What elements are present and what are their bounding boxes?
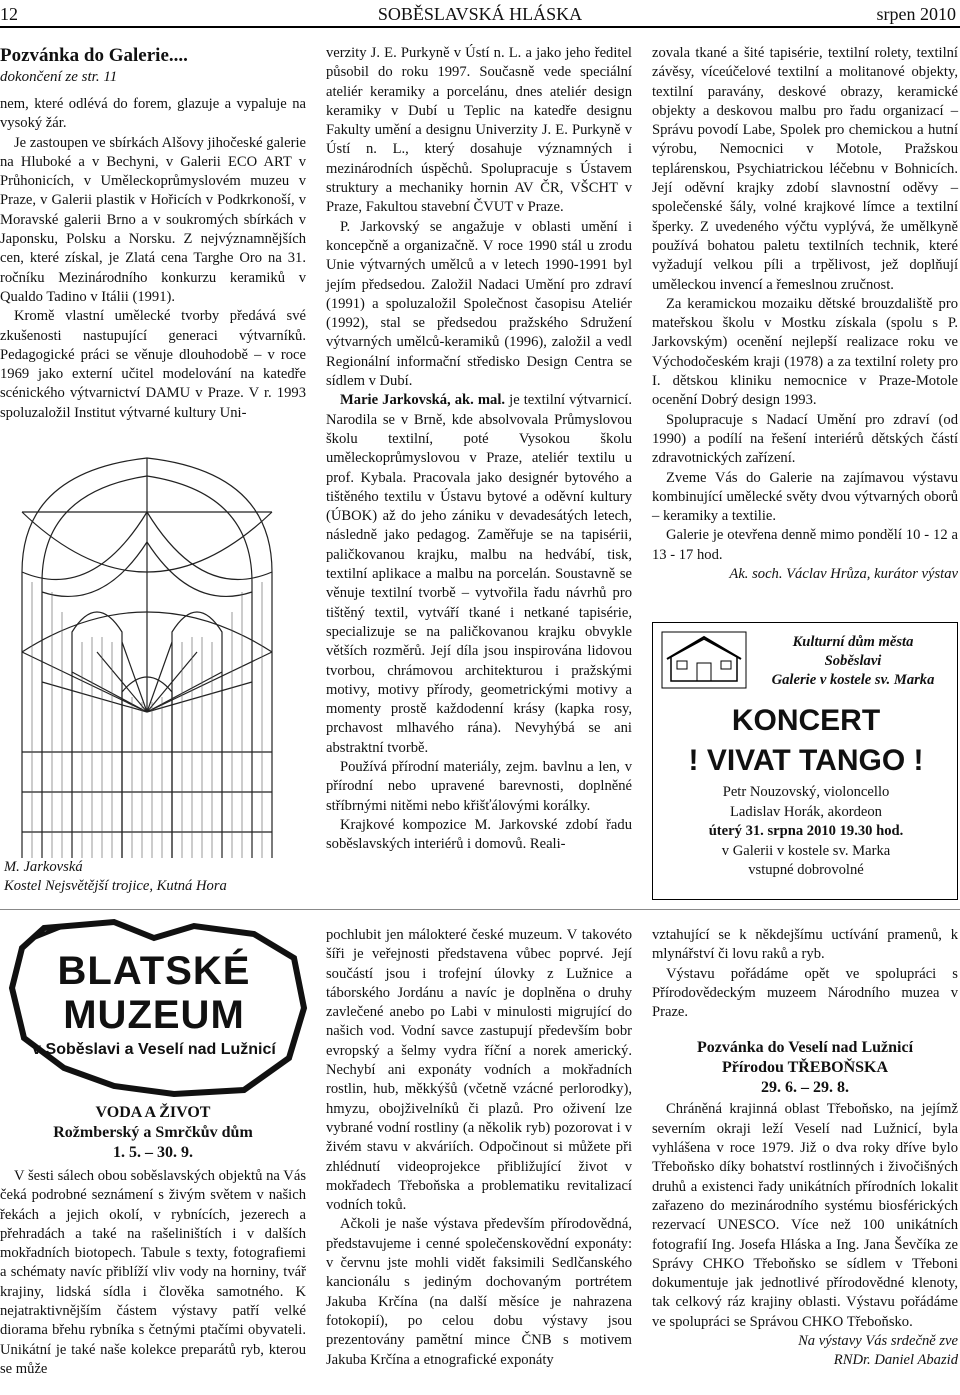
- caption-title: Kostel Nejsvětější trojice, Kutná Hora: [4, 878, 227, 894]
- exhibition-title: VODA A ŽIVOT: [95, 1104, 211, 1121]
- blatske-muzeum-logo: [4, 918, 310, 1098]
- signature-line-2: RNDr. Daniel Abazid: [833, 1352, 958, 1369]
- paragraph: zovala tkané a šité tapisérie, textilní rolety, textilní závěsy, víceúčelové textilní a molitanové objekty, textilní paravány, deskové obrazy, keramické objekty a deskovou malbu pro řadu organizací – Správu povodí Labe, Spolek pro chemickou a hutní výrobu, Nemocnici v Motole, Pražskou teplárenskou, Psychiatrickou léčebnu v Bohnicích. Její oděvní krajky zdobí slavnostní oděvy – společenské šály, volné krajkové límce a textilní šperky. Z uvedeného výčtu vyplývá, že umělkyně používá bohatou paletu textilních technik, které vyžadují velkou píli a trpělivost, jež doplňují uměleckou invencí a řemeslnou zručnost.: [652, 45, 958, 293]
- signature-line-1: Na výstavy Vás srdečně zve: [798, 1333, 958, 1350]
- invitation-title: Pozvánka do Veselí nad Lužnicí: [696, 1039, 914, 1057]
- concert-details: Petr Nouzovský, violoncello Ladislav Horák, akordeon úterý 31. srpna 2010 19.30 hod. v Galerii v kostele sv. Marka vstupné dobrovolné: [653, 783, 959, 881]
- drawing-caption: [4, 858, 304, 896]
- invitation-subtitle: Přírodou TŘEBOŇSKA: [721, 1059, 889, 1077]
- concert-heading: KONCERT: [731, 704, 881, 737]
- logo-line-1: BLATSKÉ: [57, 949, 251, 993]
- issue-date: srpen 2010: [876, 4, 956, 24]
- concert-title: ! VIVAT TANGO !: [688, 744, 924, 777]
- paragraph: Chráněná krajinná oblast Třeboňsko, na jejímž severním okraji leží Veselí nad Lužnicí, byla vyhlášena v roce 1979. Již o dva roky dříve bylo Třeboňsko díky bohatství rostlinných i živočišných druhů a existenci řady unikátních přírodních lokalit zařazeno do mezinárodního systému biosférických rezervací UNESCO. Více než 100 unikátních fotografií Ing. Josefa Hláska a Ing. Jana Ševčíka ze Správy CHKO Třeboňsko se sídlem v Třeboni dokumentuje jak jednotlivé přírodovědné klenoty, tak celkový ráz krajiny oblasti. Výstavu pořádáme ve spolupráci se Správou CHKO Třeboňsko.: [652, 1101, 958, 1330]
- exhibition-venue: Rožmberský a Smrčkův dům: [53, 1124, 253, 1141]
- lace-church-drawing: [2, 452, 292, 858]
- column-1-lower: [0, 1103, 306, 1379]
- paragraph: P. Jarkovský se angažuje v oblasti umění i koncepčně a organizačně. V roce 1990 stál u zrodu Unie výtvarných umělců a v letech 1990-1991 byl jejím předsedou. Založil Nadaci Umění pro zdraví (1991) a spoluzaložil Společnost časopisu Ateliér (1992), stal se předsedou pražského Sdružení výtvarných umělců-keramiků (1996), založil a vedl Regionální informační středisko Design Centra se sídlem v Dubí.: [326, 218, 632, 390]
- paragraph: Zveme Vás do Galerie na zajímavou výstavu kombinující umělecké světy dvou výtvarných oborů – keramiky a textilie.: [652, 469, 958, 525]
- logo-line-3: v Soběslavi a Veselí nad Lužnicí: [32, 1041, 276, 1058]
- paragraph: pochlubit jen málokteré české muzeum. V takovéto šíři je veřejnosti představena vůbec poprvé. Její součástí jsou i trofejní úlovky z Lužnice a táborského Jordánu a navíc je doplněna o druhy zavlečené anebo po Labi v minulosti migrující do našich vod. Vodní savce zastupují především bobr evropský a šelmy vydra říční a norek americký. Nechybí ani exponáty vodních a mokřadních rostlin, hub, měkkýšů (včetně vzácné perlorodky), hmyzu, obojživelníků či plazů. Pro oživení lze vybrané vodní rostliny (a několik ryb) pozorovat i v živém stavu v akváriích. Odpočinout si můžete při zhlédnutí videoprojekce přibližující život v mokřadech Třeboňska a problematiku revitalizací vodních toků.: [326, 927, 632, 1214]
- signature: Ak. soch. Václav Hrůza, kurátor výstav: [729, 566, 958, 583]
- paragraph: Spolupracuje s Nadací Umění pro zdraví (od 1990) a podílí na řešení interiérů dětských částí zdravotnických zařízení.: [652, 411, 958, 467]
- article-title: Pozvánka do Galerie....: [0, 45, 188, 66]
- paragraph: Používá přírodní materiály, zejm. bavlnu a len, v přírodní nebo upravené barevnosti, doplněné stříbrnými nitěmi nebo křišťálovými korálky.: [326, 758, 632, 814]
- exhibition-dates: 1. 5. – 30. 9.: [113, 1144, 193, 1161]
- paragraph: Krajkové kompozice M. Jarkovské zdobí řadu soběslavských interiérů i domovů. Reali-: [326, 816, 632, 853]
- paragraph: Je zastoupen ve sbírkách Alšovy jihočeské galerie na Hluboké a v Bechyni, v Galerii ECO ART v Průhonicích, v Uměleckoprůmyslovém muzeu v Praze, v Galerii plastik v Hořicích v Podkrkonoší, v Moravské galerii Brno a v soukromých sbírkách v Japonsku, Polsku a Norsku. Z nejvýznamnějších cen, které získal, je Zlatá cena Targhe Oro na 31. ročníku Mezinárodního konkurzu keramiků v Qualdo Tadino v Itálii (1991).: [0, 134, 306, 305]
- paragraph: Za keramickou mozaiku dětské brouzdaliště pro mateřskou školu v Mostku získala (spolu s P. Jarkovským) ocenění nejlepší realizace roku ve Východočeském kraji (1978) a za textilní rolety pro I. dětskou kliniku nemocnice v Praze-Motole ocenění Dobrý design 1993.: [652, 295, 958, 409]
- logo-line-2: MUZEUM: [63, 993, 245, 1037]
- paragraph: V šesti sálech obou soběslavských objektů na Vás čeká podrobné seznámení s živým světem v našich řekách a jejich okolí, v rybnících, jezerech a přehradách a také na rašeliništích i v dalších mokřadních biotopech. Tabule s texty, fotografiemi a schématy navíc přiblíží vliv vody na horniny, tvář krajiny, lidská sídla i člověka samotného. K nejatraktivnějším částem výstavy patří velké diorama břehu rybníka s četnými ptačími obyvateli. Unikátní je také naše kolekce preparátů ryb, kterou se může: [0, 1168, 306, 1377]
- column-2-upper: [326, 44, 632, 854]
- paragraph: nem, které odlévá do forem, glazuje a vypaluje na vysoký žár.: [0, 96, 306, 132]
- concert-datetime: úterý 31. srpna 2010 19.30 hod.: [708, 823, 904, 839]
- artist-name: Marie Jarkovská, ak. mal.: [340, 392, 506, 409]
- paragraph: vztahující se k někdejšímu uctívání pramenů, k mlynářství či lovu raků a ryb.: [652, 927, 958, 963]
- section-divider: [0, 909, 960, 910]
- page-number: 12: [0, 4, 18, 24]
- paragraph: verzity J. E. Purkyně v Ústí n. L. a jako jeho ředitel působil do roku 1997. Současně vede speciální ateliér keramiky a porcelánu, dnes ateliér design keramiky v Dubí u Teplic na katedře designu Fakulty umění a designu Univerzity J. E. Purkyně v Ústí n. L., který dosahuje významných i mezinárodních úspěchů. Spolupracuje s Ústavem struktury a mechaniky hornin AV ČR, VŠCHT v Praze, Fakultou stavební ČVUT v Praze.: [326, 45, 632, 216]
- column-3-lower: [652, 926, 958, 1371]
- column-2-lower: [326, 926, 632, 1370]
- concert-organizer: Kulturní dům města Soběslavi Galerie v kostele sv. Marka: [771, 634, 935, 688]
- invitation-dates: 29. 6. – 29. 8.: [761, 1079, 849, 1097]
- page-header: [0, 0, 960, 28]
- caption-author: M. Jarkovská: [4, 859, 83, 875]
- paragraph: Výstavu pořádáme opět ve spolupráci s Přírodovědeckým muzeem Národního muzea v Praze.: [652, 965, 958, 1021]
- column-1-upper: [0, 44, 306, 423]
- article-continuation-note: dokončení ze str. 11: [0, 69, 118, 85]
- newspaper-title: SOBĚSLAVSKÁ HLÁSKA: [377, 4, 583, 24]
- paragraph: Ačkoli je naše výstava především přírodovědná, představujeme i cenné společenskovědní exponáty: v červnu jste mohli vidět faksimili Sedlčanského kancionálu s jediným dochovaným portrétem Jakuba Krčína (na další měsíce je nahrazena fotokopií), po celou dobu výstavy jsou prezentovány pamětní mince ČNB s motivem Jakuba Krčína a etnografické exponáty: [326, 1216, 632, 1368]
- paragraph: Marie Jarkovská, ak. mal. je textilní výtvarnicí. Narodila se v Brně, kde absolvovala Průmyslovou školu textilní, poté Vysokou školu uměleckoprůmyslovou v Praze, ateliér textilu u prof. Kybala. Pracovala jako designér bytového a tištěného textilu v Ústavu bytové a oděvní kultury (ÚBOK) až do jeho zániku v devadesátých letech, následně jako pedagog. Zaměřuje se na tapisérii, paličkovanou krajku, malbu na hedvábí, tisk, textilní aplikace a malbu na porcelán. Soustavně se věnuje textilní tvorbě – vytvořila řadu návrhů pro tištěný textil, vytváří tkané i netkané tapisérie, specializuje se na paličkovanou krajku obvykle větších rozměrů. Její díla jsou inspirována lidovou tvorbou, chrámovou architekturou i pražskými motivy, motivy přírody, geometrickými motivy a momenty prostě každodenní krásy (kapka rosy, prchavost mlhavého rána). Nevyhýbá se ani abstraktní tvorbě.: [326, 392, 632, 756]
- paragraph: Kromě vlastní umělecké tvorby předává své zkušenosti nastupující generaci výtvarníků. Pedagogické práci se věnuje dlouhodobě – v roce 1969 jako externí učitel modelování na katedře scénického výtvarnictví DAMU v Praze. V r. 1993 spoluzaložil Institut výtvarné kultury Uni-: [0, 308, 306, 421]
- concert-announcement-box: [652, 622, 958, 900]
- paragraph: Galerie je otevřena denně mimo pondělí 10 - 12 a 13 - 17 hod.: [652, 527, 958, 563]
- culture-house-icon: [661, 631, 747, 689]
- column-3-upper: [652, 44, 958, 584]
